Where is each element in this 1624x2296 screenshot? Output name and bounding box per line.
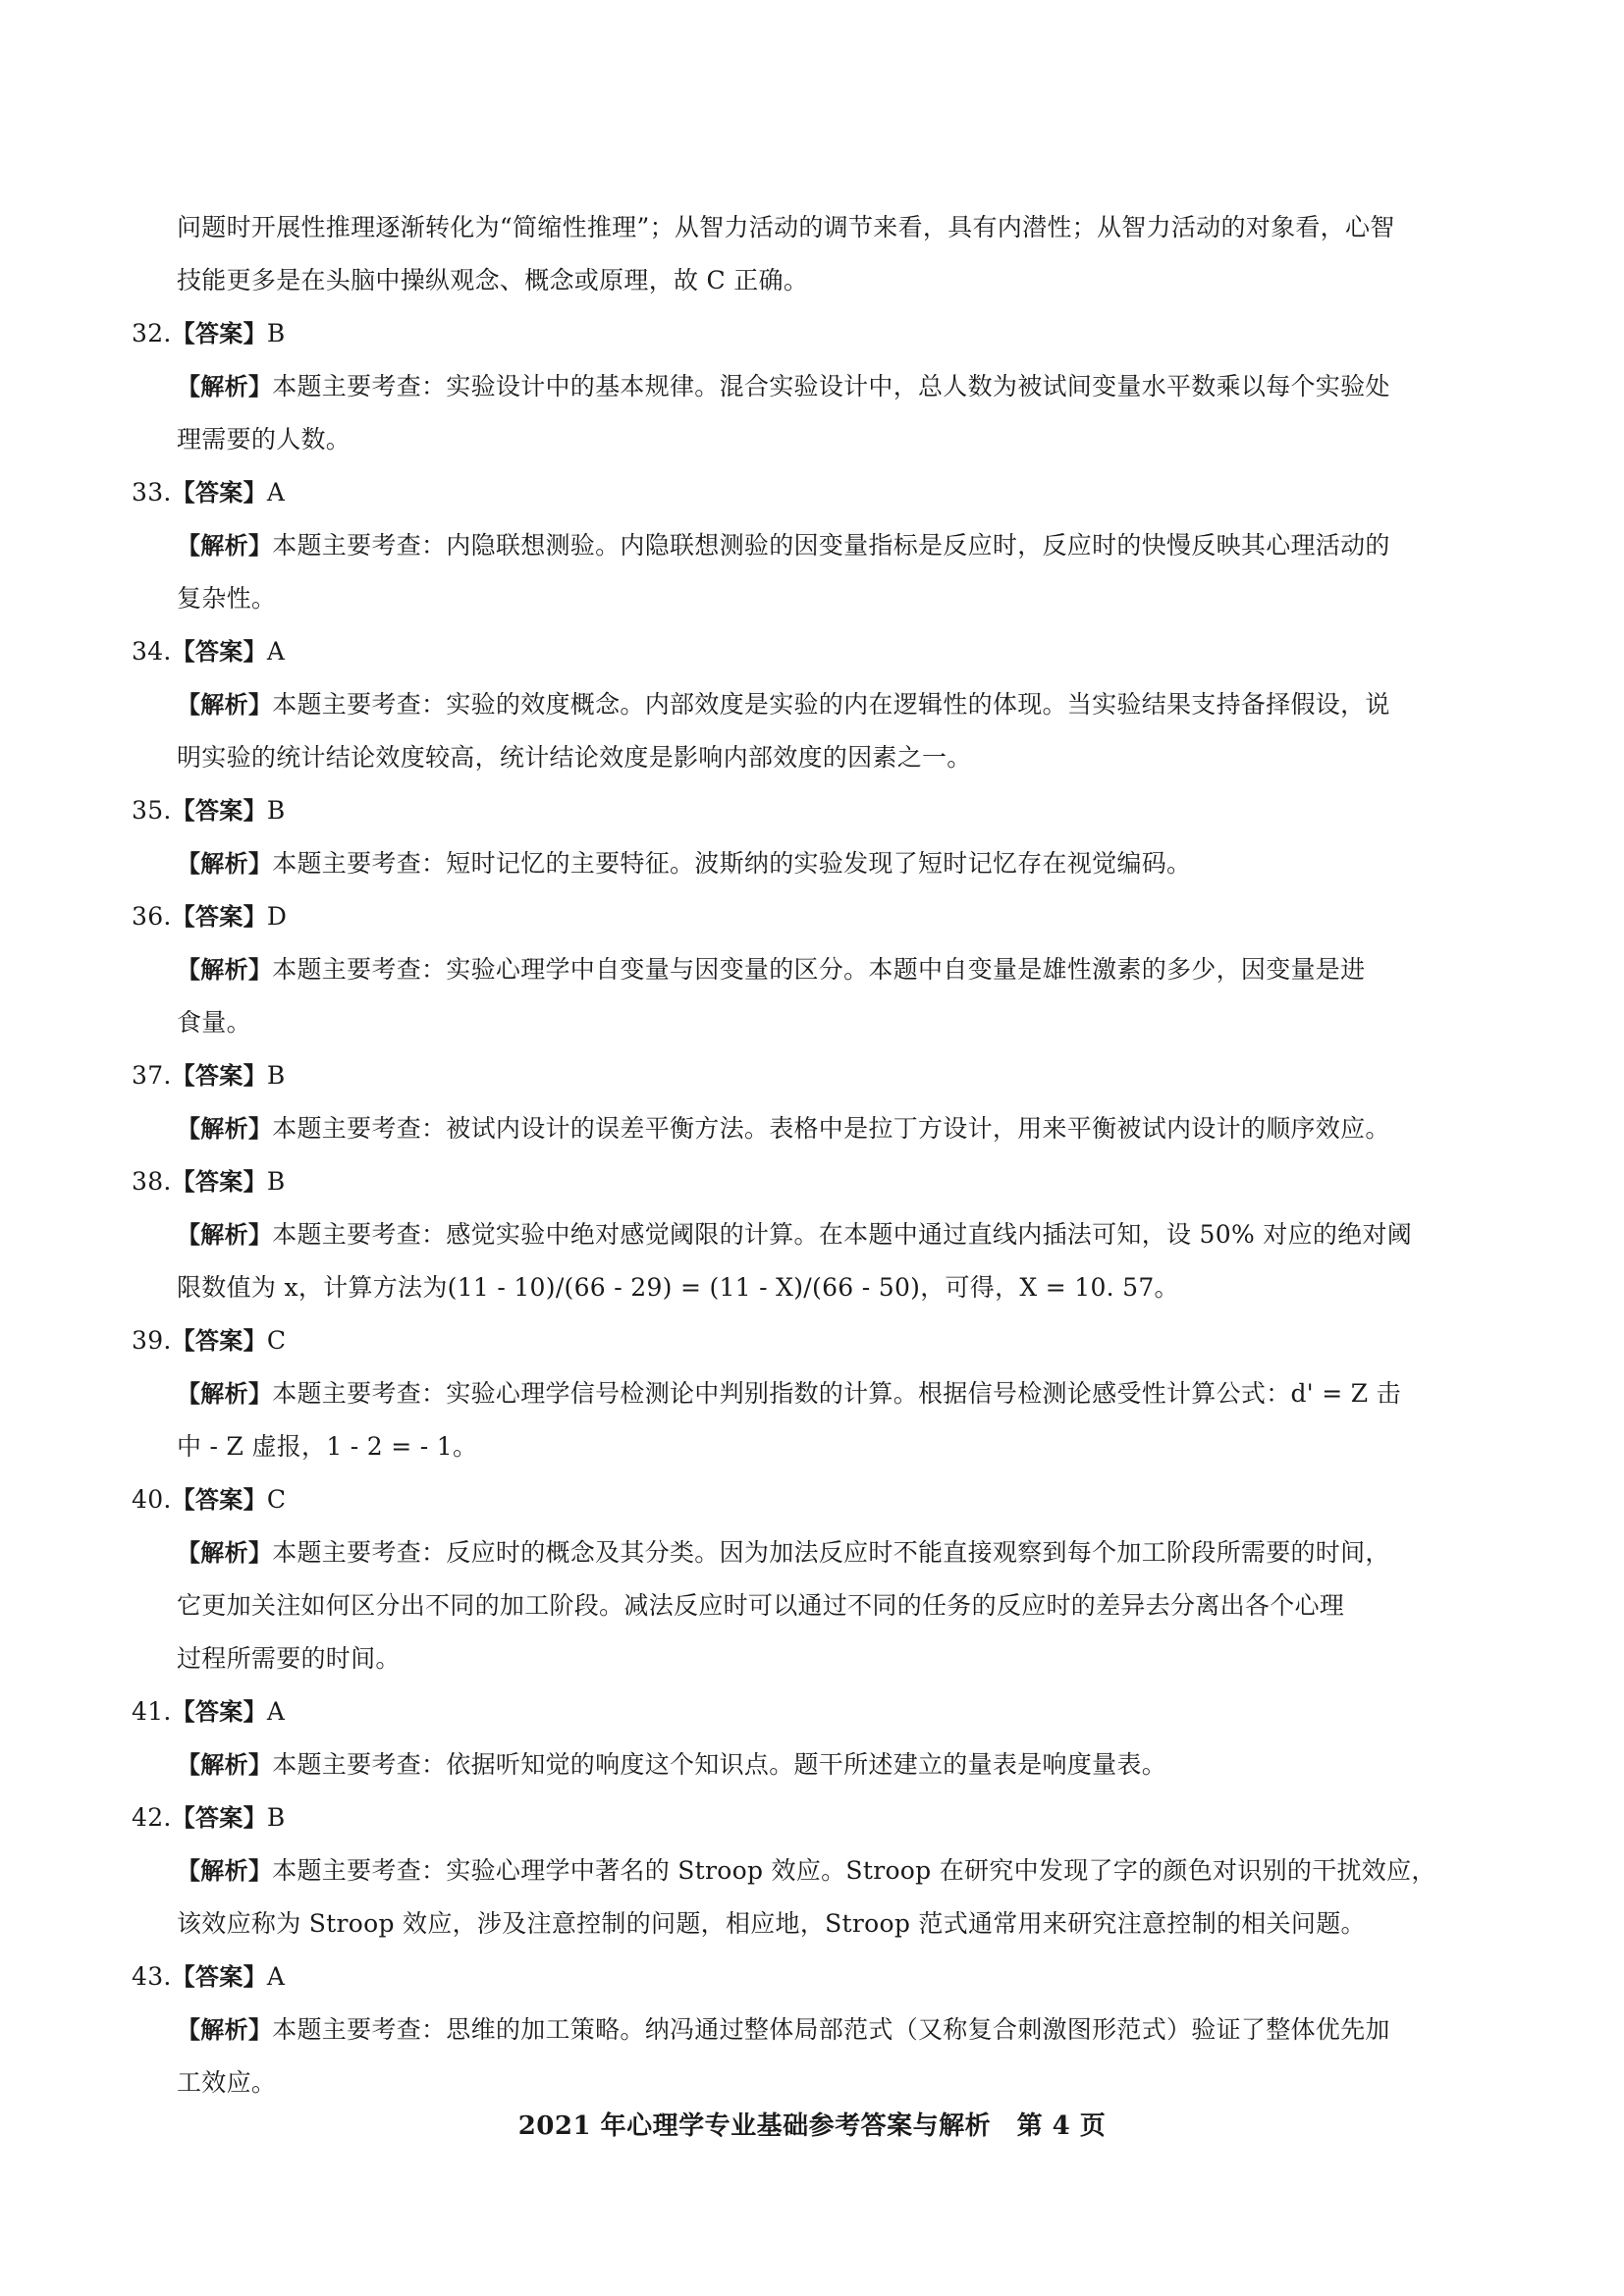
analysis-text: 中 - Z 虚报，1 - 2 = - 1。 — [177, 1432, 478, 1461]
answer-line — [0, 466, 1624, 519]
analysis-line — [0, 1632, 1624, 1685]
answer-line — [0, 307, 1624, 360]
question-number: 43. — [132, 1962, 172, 1991]
analysis-text: 本题主要考查：实验心理学信号检测论中判别指数的计算。根据信号检测论感受性计算公式：d' = Z 击 — [272, 1379, 1401, 1408]
question-number: 37. — [132, 1061, 172, 1090]
answer-line — [0, 1049, 1624, 1102]
question-number: 41. — [132, 1697, 172, 1726]
analysis-label: 【解析】 — [177, 1539, 273, 1567]
analysis-text: 本题主要考查：被试内设计的误差平衡方法。表格中是拉丁方设计，用来平衡被试内设计的顺序效应。 — [272, 1114, 1390, 1143]
question-number: 40. — [132, 1485, 172, 1514]
analysis-text: 本题主要考查：反应时的概念及其分类。因为加法反应时不能直接观察到每个加工阶段所需要的时间， — [272, 1538, 1390, 1567]
analysis-line — [0, 2003, 1624, 2056]
analysis-label: 【解析】 — [177, 850, 273, 878]
analysis-line — [0, 1208, 1624, 1261]
question-number: 38. — [132, 1167, 172, 1196]
analysis-text: 限数值为 x，计算方法为(11 - 10)/(66 - 29) = (11 - X)/(66 - 50)，可得，X = 10. 57。 — [177, 1273, 1179, 1302]
answer-line — [0, 1473, 1624, 1526]
answer-label: 【答案】 — [171, 1804, 267, 1832]
analysis-text: 该效应称为 Stroop 效应，涉及注意控制的问题，相应地，Stroop 范式通常用来研究注意控制的相关问题。 — [177, 1909, 1366, 1938]
analysis-line — [0, 1367, 1624, 1420]
analysis-line — [0, 1526, 1624, 1579]
question-number: 32. — [132, 319, 172, 347]
answer-label: 【答案】 — [171, 320, 267, 347]
answer-line — [0, 1791, 1624, 1844]
analysis-text: 过程所需要的时间。 — [177, 1644, 401, 1673]
analysis-label: 【解析】 — [177, 532, 273, 560]
answer-line — [0, 1155, 1624, 1208]
analysis-line — [0, 1738, 1624, 1791]
analysis-text: 本题主要考查：实验心理学中自变量与因变量的区分。本题中自变量是雄性激素的多少，因变量是进 — [272, 955, 1366, 984]
analysis-label: 【解析】 — [177, 691, 273, 719]
analysis-label: 【解析】 — [177, 373, 273, 400]
analysis-label: 【解析】 — [177, 1751, 273, 1779]
answer-label: 【答案】 — [171, 1698, 267, 1726]
question-number: 34. — [132, 637, 172, 666]
analysis-line — [0, 572, 1624, 625]
answer-choice: B — [266, 1167, 286, 1196]
analysis-line — [0, 837, 1624, 890]
analysis-label: 【解析】 — [177, 2016, 273, 2044]
analysis-text: 本题主要考查：感觉实验中绝对感觉阈限的计算。在本题中通过直线内插法可知，设 50% 对应的绝对阈 — [272, 1220, 1413, 1249]
question-number: 33. — [132, 478, 172, 507]
answer-choice: B — [266, 1803, 286, 1832]
analysis-line — [0, 1261, 1624, 1314]
answer-line — [0, 625, 1624, 678]
analysis-text: 本题主要考查：实验的效度概念。内部效度是实验的内在逻辑性的体现。当实验结果支持备择假设，说 — [272, 690, 1390, 719]
analysis-line — [0, 2056, 1624, 2109]
answer-label: 【答案】 — [171, 1168, 267, 1196]
answer-choice: C — [266, 1326, 287, 1355]
answer-line — [0, 784, 1624, 837]
analysis-text: 本题主要考查：实验设计中的基本规律。混合实验设计中，总人数为被试间变量水平数乘以每个实验处 — [272, 372, 1390, 400]
analysis-line — [0, 360, 1624, 413]
analysis-text: 本题主要考查：依据听知觉的响度这个知识点。题干所述建立的量表是响度量表。 — [272, 1750, 1167, 1779]
analysis-line — [0, 996, 1624, 1049]
analysis-label: 【解析】 — [177, 956, 273, 984]
question-number: 36. — [132, 902, 172, 931]
answer-label: 【答案】 — [171, 1327, 267, 1355]
question-number: 39. — [132, 1326, 172, 1355]
analysis-line — [0, 1897, 1624, 1950]
answer-choice: A — [266, 637, 286, 666]
answer-line — [0, 1314, 1624, 1367]
analysis-text: 它更加关注如何区分出不同的加工阶段。减法反应时可以通过不同的任务的反应时的差异去分离出各个心理 — [177, 1591, 1345, 1620]
analysis-label: 【解析】 — [177, 1115, 273, 1143]
answer-label: 【答案】 — [171, 1486, 267, 1514]
answer-line — [0, 1950, 1624, 2003]
answer-label: 【答案】 — [171, 797, 267, 825]
intro-line: 问题时开展性推理逐渐转化为“简缩性推理”；从智力活动的调节来看，具有内潜性；从智力活动的对象看，心智 — [177, 213, 1395, 241]
analysis-text: 工效应。 — [177, 2068, 277, 2097]
analysis-line — [0, 731, 1624, 784]
analysis-line — [0, 678, 1624, 731]
analysis-label: 【解析】 — [177, 1857, 273, 1885]
question-number: 35. — [132, 796, 172, 825]
answer-choice: A — [266, 1962, 286, 1991]
analysis-text: 理需要的人数。 — [177, 425, 352, 454]
answer-label: 【答案】 — [171, 903, 267, 931]
answer-label: 【答案】 — [171, 479, 267, 507]
analysis-text: 食量。 — [177, 1008, 251, 1037]
answer-choice: A — [266, 478, 286, 507]
analysis-text: 本题主要考查：实验心理学中著名的 Stroop 效应。Stroop 在研究中发现了字的颜色对识别的干扰效应， — [272, 1856, 1436, 1885]
analysis-line — [0, 1844, 1624, 1897]
answer-label: 【答案】 — [171, 1963, 267, 1991]
intro-line: 技能更多是在头脑中操纵观念、概念或原理，故 C 正确。 — [177, 266, 809, 294]
analysis-line — [0, 1102, 1624, 1155]
analysis-line — [0, 1579, 1624, 1632]
answer-choice: B — [266, 796, 286, 825]
analysis-text: 本题主要考查：思维的加工策略。纳冯通过整体局部范式（又称复合刺激图形范式）验证了整体优先加 — [272, 2015, 1390, 2044]
answer-choice: B — [266, 1061, 286, 1090]
answer-line — [0, 1685, 1624, 1738]
page-footer: 2021 年心理学专业基础参考答案与解析 第 4 页 — [517, 2111, 1107, 2141]
analysis-line — [0, 413, 1624, 466]
analysis-label: 【解析】 — [177, 1221, 273, 1249]
answer-choice: B — [266, 319, 286, 347]
answer-choice: D — [266, 902, 288, 931]
answer-line — [0, 890, 1624, 943]
analysis-line — [0, 943, 1624, 996]
answer-label: 【答案】 — [171, 638, 267, 666]
analysis-text: 本题主要考查：内隐联想测验。内隐联想测验的因变量指标是反应时，反应时的快慢反映其心理活动的 — [272, 531, 1390, 560]
analysis-text: 本题主要考查：短时记忆的主要特征。波斯纳的实验发现了短时记忆存在视觉编码。 — [272, 849, 1192, 878]
analysis-text: 明实验的统计结论效度较高，统计结论效度是影响内部效度的因素之一。 — [177, 743, 972, 772]
question-number: 42. — [132, 1803, 172, 1832]
answer-choice: A — [266, 1697, 286, 1726]
analysis-line — [0, 519, 1624, 572]
answer-content — [0, 201, 1624, 2109]
answer-label: 【答案】 — [171, 1062, 267, 1090]
analysis-text: 复杂性。 — [177, 584, 277, 613]
analysis-line — [0, 1420, 1624, 1473]
analysis-label: 【解析】 — [177, 1380, 273, 1408]
answer-choice: C — [266, 1485, 287, 1514]
